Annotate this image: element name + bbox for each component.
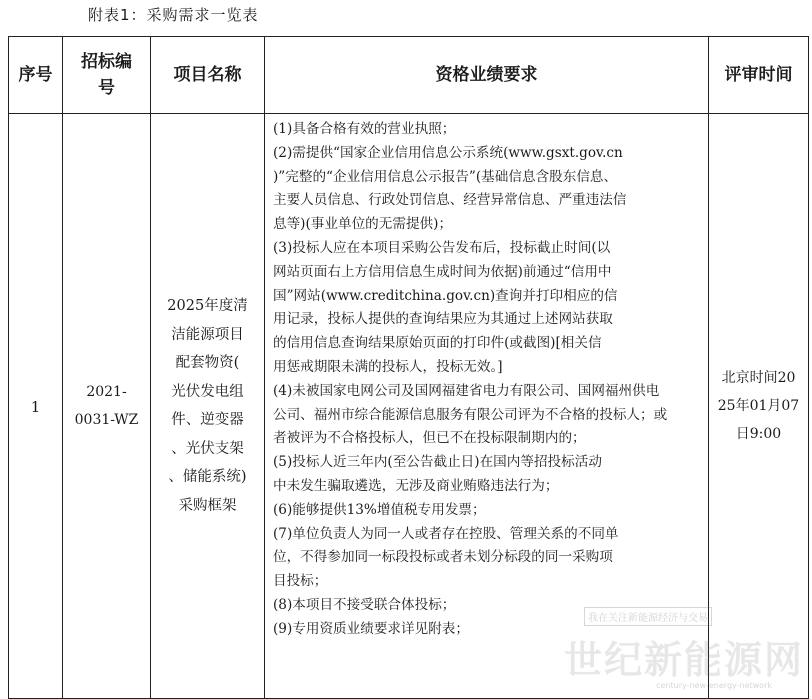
requirement-line: (4)未被国家电网公司及国网福建省电力有限公司、国网福州供电 — [273, 382, 660, 399]
header-seq: 序号 — [9, 37, 63, 114]
requirement-line: 国”网站(www.creditchina.gov.cn)查询并打印相应的信 — [273, 287, 618, 304]
header-row — [9, 37, 809, 114]
header-name: 项目名称 — [151, 37, 265, 114]
cell-seq — [9, 114, 63, 699]
requirement-line: 息等)(事业单位的无需提供)； — [273, 216, 453, 233]
requirement-line: (5)投标人近三年内(至公告截止日)在国内等招投标活动 — [273, 454, 602, 471]
requirement-line: (6)能够提供13%增值税专用发票； — [273, 501, 486, 518]
requirement-line: (3)投标人应在本项目采购公告发布后，投标截止时间(以 — [273, 239, 611, 256]
requirement-line: 的信用信息查询结果原始页面的打印件(或截图)[相关信 — [273, 335, 602, 352]
requirements-list — [273, 118, 702, 642]
watermark-logo: 世纪新能源网 — [563, 638, 804, 682]
review-time-line: 北京时间20 — [721, 370, 796, 386]
watermark-tag: 我在关注新能源经济与交易 — [584, 607, 712, 626]
requirement-line: 位，不得参加同一标段投标或者未划分标段的同一采购项 — [273, 549, 613, 566]
requirement-line: 网站页面右上方信用信息生成时间为依据)前通过“信用中 — [273, 263, 612, 280]
requirement-line: 目投标； — [273, 573, 328, 590]
project-name — [152, 292, 263, 520]
requirement-line: (9)专用资质业绩要求详见附表； — [273, 620, 469, 637]
cell-project-name — [151, 114, 265, 699]
header-requirements: 资格业绩要求 — [265, 37, 709, 114]
project-name-line: 件、逆变器 — [171, 412, 244, 428]
review-time-line: 25年01月07 — [717, 398, 800, 414]
code-line1: 2021- — [86, 384, 127, 400]
project-name-line: 、储能系统) — [168, 469, 247, 485]
requirement-line: 者被评为不合格投标人，但已不在投标限制期内的； — [273, 430, 586, 447]
project-name-line: 配套物资( — [175, 355, 240, 371]
header-code — [63, 37, 151, 114]
table-caption: 附表1：采购需求一览表 — [88, 6, 259, 24]
requirement-line: (8)本项目不接受联合体投标； — [273, 596, 456, 613]
code-line2: 0031-WZ — [74, 412, 139, 428]
seq-value: 1 — [30, 397, 41, 416]
requirement-line: 主要人员信息、行政处罚信息、经营异常信息、严重违法信 — [273, 192, 627, 209]
requirement-line: )”完整的“企业信用信息公示报告”(基础信息含股东信息、 — [273, 168, 618, 185]
requirement-line: (2)需提供“国家企业信用信息公示系统(www.gsxt.gov.cn — [273, 144, 623, 161]
watermark-en: century-new-energy-network — [656, 681, 772, 690]
project-name-line: 2025年度清 — [167, 298, 248, 314]
header-code-line2: 号 — [98, 78, 115, 98]
requirement-line: 用惩戒期限未满的投标人，投标无效。] — [273, 358, 503, 375]
requirement-line: (7)单位负责人为同一人或者存在控股、管理关系的不同单 — [273, 525, 619, 542]
review-time-line: 日9:00 — [735, 426, 782, 442]
project-name-line: 光伏发电组 — [171, 383, 244, 400]
requirement-line: 用记录，投标人提供的查询结果应为其通过上述网站获取 — [273, 311, 613, 328]
header-code-line1: 招标编 — [81, 52, 132, 72]
project-name-line: 洁能源项目 — [171, 326, 244, 343]
requirement-line: 中未发生骗取遴选，无涉及商业贿赂违法行为； — [273, 477, 559, 494]
cell-code — [63, 114, 151, 699]
requirement-line: (1)具备合格有效的营业执照； — [273, 121, 456, 137]
header-review-time: 评审时间 — [709, 37, 809, 114]
procurement-table — [8, 36, 809, 699]
project-name-line: 、光伏支架 — [171, 440, 244, 457]
review-time — [710, 364, 807, 448]
requirement-line: 公司、福州市综合能源信息服务有限公司评为不合格的投标人；或 — [273, 406, 668, 423]
project-name-line: 采购框架 — [178, 497, 237, 514]
cell-review-time — [709, 114, 809, 699]
